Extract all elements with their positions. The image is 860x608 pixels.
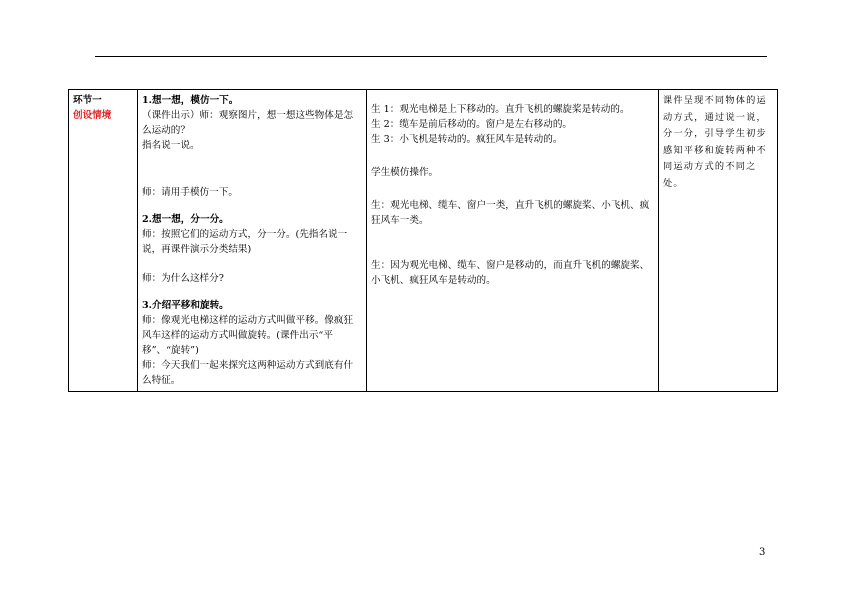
header-rule xyxy=(95,56,767,57)
teacher-text: 师：请用手模仿一下。 xyxy=(142,187,238,198)
step-heading-1: 1.想一想，模仿一下。 xyxy=(142,95,239,106)
step-heading-2: 2.想一想，分一分。 xyxy=(142,214,229,225)
student-text: 生 1：观光电梯是上下移动的。直升飞机的螺旋桨是转动的。 xyxy=(371,104,630,115)
design-intent-cell xyxy=(659,90,778,392)
table-row xyxy=(69,90,778,392)
section-name: 创设情境 xyxy=(73,110,112,121)
teacher-text: 师：为什么这样分? xyxy=(142,273,224,284)
student-text: 生：因为观光电梯、缆车、窗户是移动的，而直升飞机的螺旋桨、小飞机、疯狂风车是转动的。 xyxy=(371,260,650,286)
student-text: 生：观光电梯、缆车、窗户一类，直升飞机的螺旋桨、小飞机、疯狂风车一类。 xyxy=(371,200,650,226)
student-text: 生 3：小飞机是转动的。疯狂风车是转动的。 xyxy=(371,134,563,145)
teacher-text: 师：今天我们一起来探究这两种运动方式到底有什么特征。 xyxy=(142,360,354,386)
student-text: 学生模仿操作。 xyxy=(371,167,439,178)
step-heading-3: 3.介绍平移和旋转。 xyxy=(142,300,229,311)
student-text: 生 2：缆车是前后移动的。窗户是左右移动的。 xyxy=(371,119,573,130)
design-intent-text: 课件呈现不同物体的运动方式，通过说一说，分一分，引导学生初步感知平移和旋转两种不同运动方式的不同之处。 xyxy=(663,95,767,189)
teacher-activity-cell xyxy=(138,90,367,392)
teacher-text: 师：按照它们的运动方式，分一分。(先指名说一说，再课件演示分类结果) xyxy=(142,229,348,255)
section-cell xyxy=(69,90,138,392)
teacher-text: （课件出示）师：观察图片，想一想这些物体是怎么运动的？ xyxy=(142,110,354,136)
student-activity-cell xyxy=(367,90,659,392)
page-number: 3 xyxy=(759,547,766,558)
lesson-plan-table xyxy=(68,89,778,392)
teacher-text: 师：像观光电梯这样的运动方式叫做平移。像疯狂风车这样的运动方式叫做旋转。(课件出示“平移”、“旋转”) xyxy=(142,315,354,356)
teacher-text: 指名说一说。 xyxy=(142,140,200,151)
section-label: 环节一 xyxy=(73,95,102,106)
